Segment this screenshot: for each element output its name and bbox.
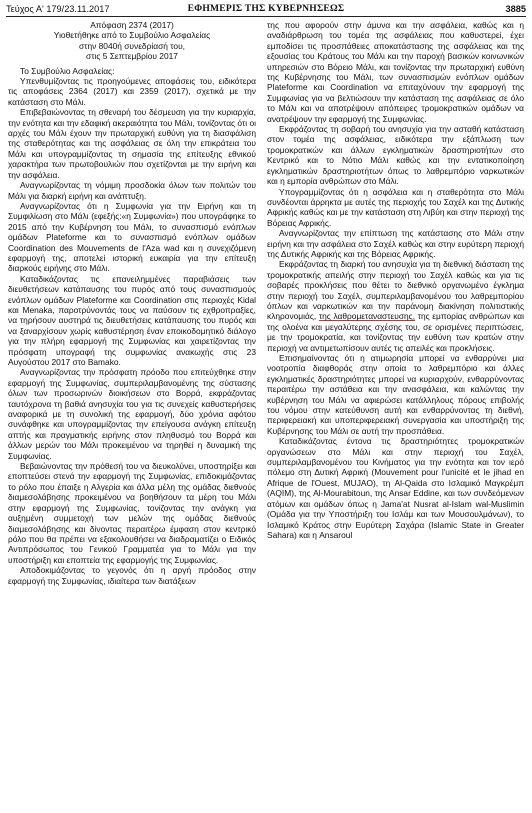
paragraph: Το Συμβούλιο Ασφαλείας: [20,65,115,76]
paragraph: Επισημαίνοντας ότι η ατιμωρησία μπορεί να ενθαρρύνει μια νοοτροπία διαφθοράς στην οποία το λαθρεμπόριο και άλλες εγκληματικές δραστηριότητες μπορεί να κυριαρχούν, ενθαρρύνοντας περαιτέρω την αστάθεια και την ανασφάλεια, και καλώντας την κυβέρνηση του Μάλι να αφιερώσει κατάλληλους πόρους επιβολής του νόμου στην κατεύθυνση αυτή και ενθαρρύνοντας τη διεθνή, περιφερειακή και υποπεριφερειακή συνεργασία και υποστήριξη της Κυβέρνησης του Μάλι σε αυτή την προσπάθεια. [267,353,524,436]
paragraph: Αναγνωρίζοντας ότι η Συμφωνία για την Ειρήνη και τη Συμφιλίωση στο Μάλι (εφεξής:«η Συμφωνία») που υπογράφηκε το 2015 από την Κυβέρνηση του Μάλι, το συνασπισμό ενόπλων ομάδων Plateforme και το συνασπισμό ενόπλων ομάδων Coordination des Mouvements de l'Aza wad και η συνεχιζόμενη εφαρμογή της, αποτελεί ιστορική ευκαιρία για την επίτευξη διαρκούς ειρήνης στο Μάλι. [8,200,256,274]
paragraph: Υπενθυμίζοντας τις προηγούμενες αποφάσεις του, ειδικότερα τις αποφάσεις 2364 (2017) και 2359 (2017), σχετικά με την κατάσταση στο Μάλι. [8,76,256,107]
decision-meeting: στην 8040ή συνεδρίασή του, [79,40,185,51]
decision-adopted: Υιοθετήθηκε από το Συμβούλιο Ασφαλείας [53,30,211,41]
gazette-title: ΕΦΗΜΕΡΙΣ ΤΗΣ ΚΥΒΕΡΝΗΣΕΩΣ [187,3,345,14]
paragraph: Αναγνωρίζοντας την πρόσφατη πρόοδο που επιτεύχθηκε στην εφαρμογή της Συμφωνίας, συμπεριλαμβανομένης της σύστασης όλων των προσωρινών διοικήσεων στο Βορρά, εκφράζοντας ταυτόχρονα τη βαθιά ανησυχία του για τις συνεχείς καθυστερήσεις αναφορικά με τη συνολική της εφαρμογή, δύο χρόνια αφότου συνάφθηκε και υπογραμμίζοντας την επείγουσα ανάγκη επίτευξη απτής και πραγματικής ειρήνης στον πληθυσμό του Βορρά και άλλων μερών του Μάλι προκειμένου να τηρηθεί η δυναμική της Συμφωνίας. [8,367,256,461]
right-column [267,20,524,540]
page-header [6,2,526,16]
paragraph [267,259,524,353]
left-column [8,20,256,586]
underlined-phrase: της λαθρομεταναστευσης, [318,311,416,322]
paragraph: Βεβαιώνοντας την πρόθεσή του να διευκολύνει, υποστηρίξει και εποπτεύσει στενά την εφαρμογή της Συμφωνίας, επιδοκιμάζοντας το ρόλο που έπαιξε η Αλγερία και άλλα μέλη της ομάδας διεθνούς διαμεσολάβησης προκειμένου να βοηθήσουν τα μέρη του Μάλι στην εφαρμογή της Συμφωνίας, τονίζοντας την ανάγκη για αυξημένη συμμετοχή των μελών της ομάδας διεθνούς διαμεσολάβησης και δίνοντας περαιτέρω έμφαση στον κεντρικό ρόλο που θα πρέπει να εξακολουθήσει να διαδραματίζει ο Ειδικός Αντιπρόσωπος του Γενικού Γραμματέα για το Μάλι για την υποστήριξη και εποπτεία της εφαρμογής της Συμφωνίας. [8,461,256,565]
header-rule [6,16,526,17]
paragraph: Αναγνωρίζοντας τη νόμιμη προσδοκία όλων των πολιτών του Μάλι για διαρκή ειρήνη και ανάπτυξη. [8,180,256,201]
issue-number: Τεύχος Α' 179/23.11.2017 [6,4,110,14]
paragraph: Υπογραμμίζοντας ότι η ασφάλεια και η σταθερότητα στο Μάλι συνδέονται άρρηκτα με αυτές της περιοχής του Σαχέλ και της Δυτικής Αφρικής καθώς και με την κατάσταση στη Λιβύη και στην περιοχή της Βόρειας Αφρικής. [267,186,524,228]
paragraph-text: Εκφράζοντας τη διαρκή του ανησυχία για τη διεθνική διάσταση της τρομοκρατικής απειλής στην περιοχή του Σαχέλ καθώς και για τις σοβαρές προκλήσεις που θέτει το διεθνικό οργανωμένο έγκλημα στην περιοχή του Σαχέλ, συμπεριλαμβανομένου του λαθρεμπορίου όπλων και ναρκωτικών και την παράνομη διακίνηση πολιτιστικής κληρονομιάς, [267,259,524,322]
paragraph: Καταδικάζοντας τις επανειλημμένες παραβιάσεις των διευθετήσεων κατάπαυσης του πυρός από τους συνασπισμούς ενόπλων ομάδων Plateforme και Coordination στις περιοχές Kidal και Menaka, παροτρύνοντάς τους να παύσουν τις εχθροπραξίες, να τηρήσουν αυστηρά τις διευθετήσεις κατάπαυσης του πυρός και να ξαναρχίσουν χωρίς καθυστέρηση έναν εποικοδομητικό διάλογο για την πλήρη εφαρμογή της Συμφωνίας και χαιρετίζοντας την πρόσφατη υπογραφή της συμφωνίας ανακωχής στις 23 Αυγούστου 2017 στο Bamako. [8,273,256,367]
paragraph: Επιβεβαιώνοντας τη σθεναρή του δέσμευση για την κυριαρχία, την ενότητα και την εδαφική ακεραιότητα του Μάλι, τονίζοντας ότι οι αρχές του Μάλι έχουν την πρωταρχική ευθύνη για τη διασφάλιση της σταθερότητας και της ασφάλειας σε όλη την επικράτεια του Μάλι και υπογραμμίζοντας τη σημασία της επίτευξης εθνικού χαρακτήρα των πρωτοβουλιών που σχετίζονται με την ειρήνη και την ασφάλεια. [8,107,256,180]
decision-date: στις 5 Σεπτεμβρίου 2017 [86,51,178,62]
paragraph: Αναγνωρίζοντας την επίπτωση της κατάστασης στο Μάλι στην ειρήνη και την ασφάλεια στο Σαχέλ καθώς και στην ευρύτερη περιοχή της Δυτικής Αφρικής και της Βόρειας Αφρικής. [267,228,524,259]
paragraph: της που αφορούν στην άμυνα και την ασφάλεια, καθώς και η αναδιάρθρωση του τομέα της ασφάλειας που καθυστερεί, έχει εμποδίσει τις προσπάθειες αποκατάστασης της ασφάλειας και της εξουσίας του Κράτους του Μάλι και την παροχή βασικών κοινωνικών υπηρεσιών στο Βόρειο Μάλι, και τονίζοντας την πρωταρχική ευθύνη της Κυβέρνησης του Μάλι, των συνασπισμών ενόπλων ομάδων Plateforme και Coordination να επιταχύνουν την εφαρμογή της Συμφωνίας για να βελτιώσουν την κατάσταση της ασφάλειας σε όλο το Μάλι και να αποτρέψουν απόπειρες τρομοκρατικών ομάδων να ανατρέψουν την εφαρμογή της Συμφωνίας. [267,20,524,124]
decision-heading [8,20,256,62]
page-number: 3885 [505,4,526,14]
paragraph: Καταδικάζοντας έντονα τις δραστηριότητες τρομοκρατικών οργανώσεων στο Μάλι και στην περιοχή του Σαχέλ, συμπεριλαμβανομένου του Κινήματος για την ενότητα και τον ιερό πόλεμο στη Δυτική Αφρική (Mouvement pour l'unicité et le jihad en Afrique de l'Ouest, MUJAO), τη Al-Qaida στο Ισλαμικό Μαγκρέμπ (AQIM), της Al-Mourabitoun, της Ansar Eddine, και των συνδεόμενων ατόμων και ομάδων όπως η Jama'at Nusrat al-Islam wal-Muslimin (Ομάδα για την Υποστήριξη του Ισλάμ και των Μουσουλμάνων), το Ισλαμικό Κράτος στην Ευρύτερη Σαχάρα (Islamic State in Greater Sahara) και η Ansaroul [267,436,524,540]
paragraph-text: της εμπορίας ανθρώπων και της ολοένα και μεγαλύτερης σχέσης του, σε ορισμένες περιπτώσεις, με την τρομοκρατία, και τονίζοντας την ευθύνη των κρατών στην περιοχή να αντιμετωπίσουν αυτές τις απειλές και προκλήσεις. [267,311,524,353]
paragraph: Εκφράζοντας τη σοβαρή του ανησυχία για την ασταθή κατάσταση στον τομέα της ασφάλειας, ειδικότερα την εξάπλωση των τρομοκρατικών και άλλων εγκληματικών δραστηριοτήτων στο Κεντρικό και το Νότιο Μάλι καθώς και την εντατικοποίηση εγκληματικών δραστηριοτήτων όπως το λαθρεμπόριο ναρκωτικών και η εμπορία ανθρώπων στο Μάλι. [267,124,524,187]
decision-number: Απόφαση 2374 (2017) [90,20,174,30]
paragraph: Αποδοκιμάζοντας το γεγονός ότι η αργή πρόοδος στην εφαρμογή της Συμφωνίας, ιδιαίτερα των διατάξεων [8,565,256,586]
